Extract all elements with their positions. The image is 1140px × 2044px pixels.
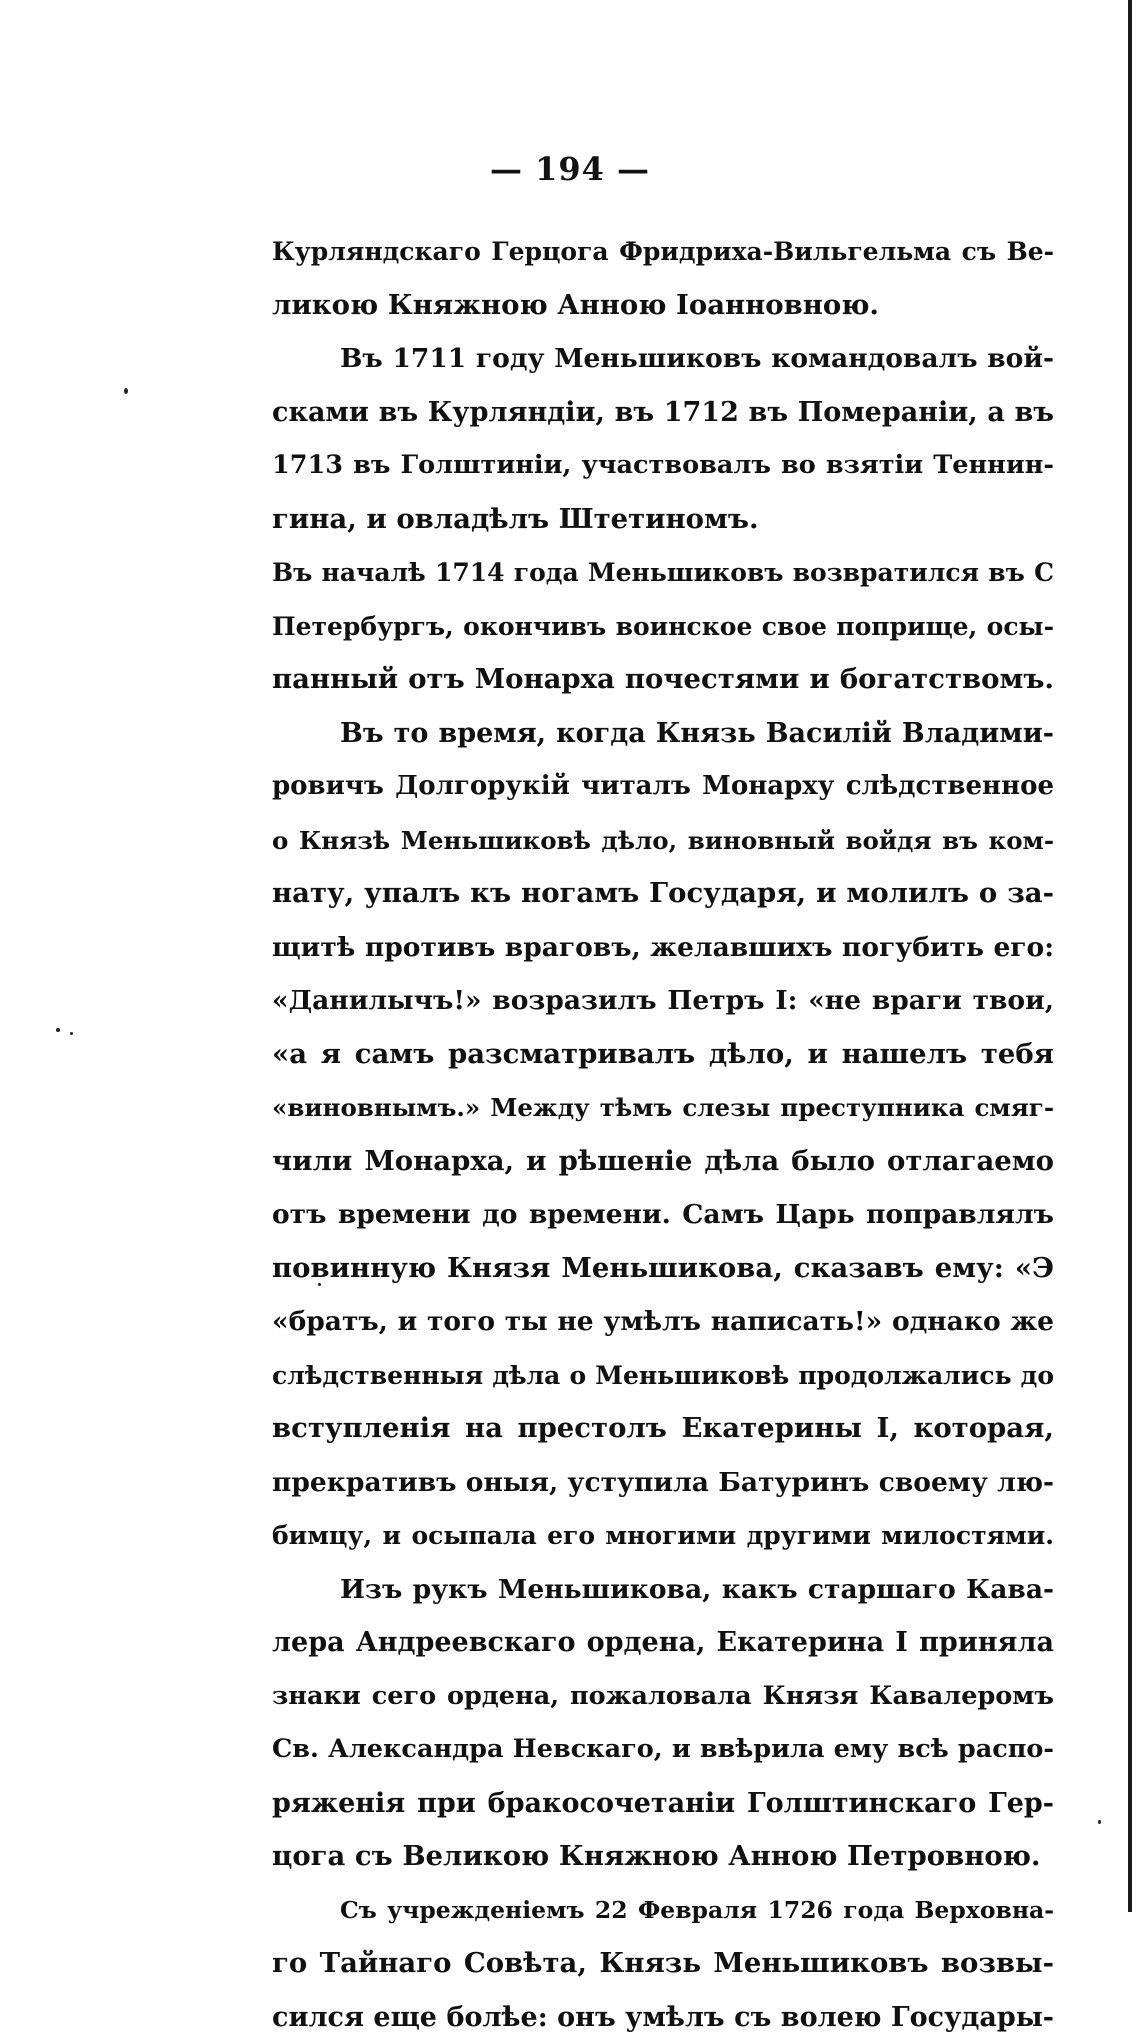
text-line: Изъ рукъ Меньшикова, какъ старшаго Кава-: [272, 1563, 1054, 1617]
text-line: Петербургъ, окончивъ воинское свое поприще, осы-: [272, 600, 1054, 654]
text-line: сками въ Курляндіи, въ 1712 въ Помераніи, а въ: [272, 386, 1054, 440]
text-line: слѣдственныя дѣла о Меньшиковѣ продолжались до: [272, 1349, 1054, 1403]
ink-speck: [124, 388, 128, 394]
page-number: — 194 —: [0, 150, 1140, 188]
body-text: [272, 225, 1054, 2044]
page-edge-line: [1128, 0, 1132, 1912]
text-line: чили Монарха, и рѣшеніе дѣла было отлагаемо: [272, 1135, 1054, 1189]
text-line: Въ то время, когда Князь Василій Владими-: [272, 707, 1054, 761]
text-line: щитѣ противъ враговъ, желавшихъ погубить его:: [272, 921, 1054, 975]
text-line: ровичъ Долгорукій читалъ Монарху слѣдственное: [272, 760, 1054, 814]
text-line: прекративъ оныя, уступила Батуринъ своему лю-: [272, 1456, 1054, 1510]
text-line: знаки сего ордена, пожаловала Князя Кавалеромъ: [272, 1670, 1054, 1724]
text-line: Въ 1711 году Меньшиковъ командовалъ вой-: [272, 332, 1054, 386]
ink-speck: [1098, 1820, 1101, 1824]
text-line: Курляндскаго Герцога Фридриха-Вильгельма съ Ве-: [272, 225, 1054, 279]
text-line: сился еще болѣе: онъ умѣлъ съ волею Государы-: [272, 1991, 1054, 2044]
text-line: Въ началѣ 1714 года Меньшиковъ возвратился въ С: [272, 546, 1054, 600]
text-line: «а я самъ разсматривалъ дѣло, и нашелъ тебя: [272, 1028, 1054, 1082]
text-line: Съ учрежденіемъ 22 Февраля 1726 года Верховна-: [272, 1884, 1054, 1938]
text-line: цога съ Великою Княжною Анною Петровною.: [272, 1830, 1054, 1884]
text-line: 1713 въ Голштиніи, участвовалъ во взятіи Теннин-: [272, 439, 1054, 493]
text-line: ликою Княжною Анною Іоанновною.: [272, 279, 1054, 333]
text-line: о Князѣ Меньшиковѣ дѣло, виновный войдя въ ком-: [272, 814, 1054, 868]
text-line: бимцу, и осыпала его многими другими милостями.: [272, 1509, 1054, 1563]
text-line: панный отъ Монарха почестями и богатствомъ.: [272, 653, 1054, 707]
text-line: «братъ, и того ты не умѣлъ написать!» однако же: [272, 1295, 1054, 1349]
text-line: лера Андреевскаго ордена, Екатерина I приняла: [272, 1616, 1054, 1670]
text-line: нату, упалъ къ ногамъ Государя, и молилъ о за-: [272, 867, 1054, 921]
text-line: повинную Князя Меньшикова, сказавъ ему: «Э: [272, 1242, 1054, 1296]
ink-speck: [56, 1028, 60, 1032]
text-line: отъ времени до времени. Самъ Царь поправлялъ: [272, 1188, 1054, 1242]
text-line: Св. Александра Невскаго, и ввѣрила ему всѣ распо-: [272, 1723, 1054, 1777]
text-line: «Данилычъ!» возразилъ Петръ I: «не враги твои,: [272, 974, 1054, 1028]
text-line: вступленія на престолъ Екатерины I, которая,: [272, 1402, 1054, 1456]
text-line: гина, и овладѣлъ Штетиномъ.: [272, 493, 1054, 547]
text-line: го Тайнаго Совѣта, Князь Меньшиковъ возвы-: [272, 1937, 1054, 1991]
text-line: «виновнымъ.» Между тѣмъ слезы преступника смяг-: [272, 1081, 1054, 1135]
ink-speck: [70, 1032, 73, 1035]
text-line: ряженія при бракосочетаніи Голштинскаго Гер-: [272, 1777, 1054, 1831]
